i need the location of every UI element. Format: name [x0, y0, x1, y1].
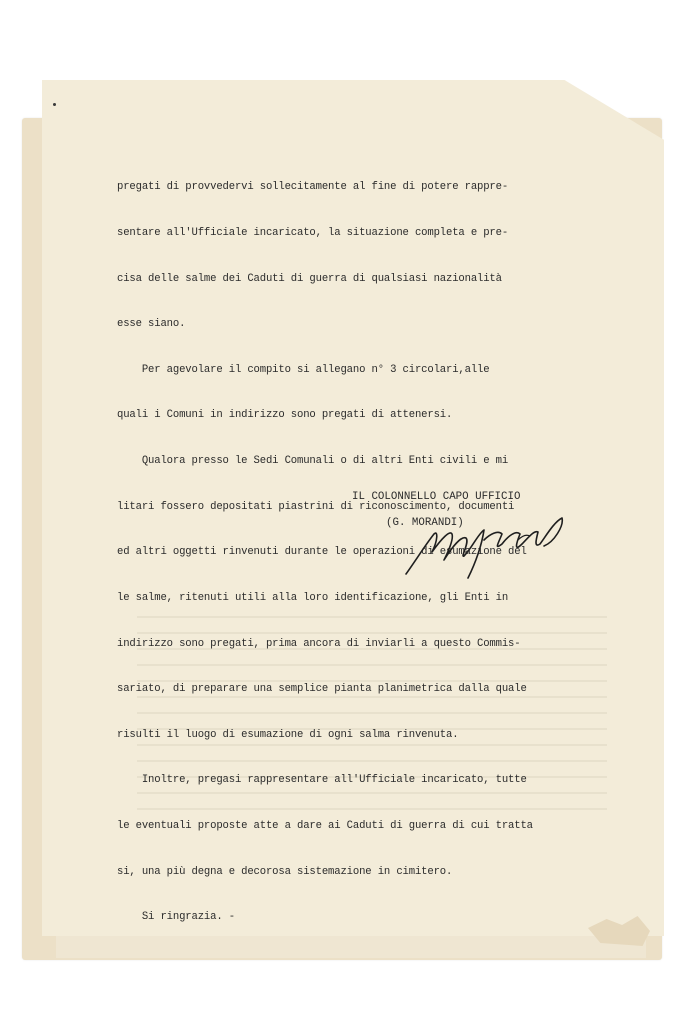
body-line: esse siano. [117, 318, 186, 331]
body-line: ed altri oggetti rinvenuti durante le operazioni di esumazione del [117, 546, 527, 559]
body-line: le salme, ritenuti utili alla loro identificazione, gli Enti in [117, 591, 509, 604]
body-line: le eventuali proposte atte a dare ai Caduti di guerra di cui tratta [117, 819, 533, 832]
body-line: pregati di provvedervi sollecitamente al fine di potere rappre- [117, 181, 509, 194]
body-line: indirizzo sono pregati, prima ancora di inviarli a questo Commis- [117, 637, 521, 650]
body-line: Inoltre, pregasi rappresentare all'Ufficiale incaricato, tutte [117, 774, 527, 787]
body-line: Qualora presso le Sedi Comunali o di altri Enti civili e mi [117, 455, 509, 468]
body-line: sariato, di preparare una semplice pianta planimetrica dalla quale [117, 683, 527, 696]
body-line: sentare all'Ufficiale incaricato, la situazione completa e pre- [117, 227, 509, 240]
body-line: Per agevolare il compito si allegano n° 3 circolari,alle [117, 363, 490, 376]
body-line: cisa delle salme dei Caduti di guerra di qualsiasi nazionalità [117, 272, 502, 285]
handwritten-signature [398, 500, 568, 580]
body-line: Si ringrazia. - [117, 911, 235, 924]
body-line: quali i Comuni in indirizzo sono pregati di attenersi. [117, 409, 453, 422]
body-line: risulti il luogo di esumazione di ogni salma rinvenuta. [117, 728, 459, 741]
body-line: si, una più degna e decorosa sistemazione in cimitero. [117, 865, 453, 878]
ink-dot [53, 103, 56, 106]
signatory-name: (G. MORANDI) [386, 517, 464, 529]
signatory-title: IL COLONNELLO CAPO UFFICIO [352, 491, 521, 503]
body-line: litari fossero depositati piastrini di riconoscimento, documenti [117, 500, 515, 513]
